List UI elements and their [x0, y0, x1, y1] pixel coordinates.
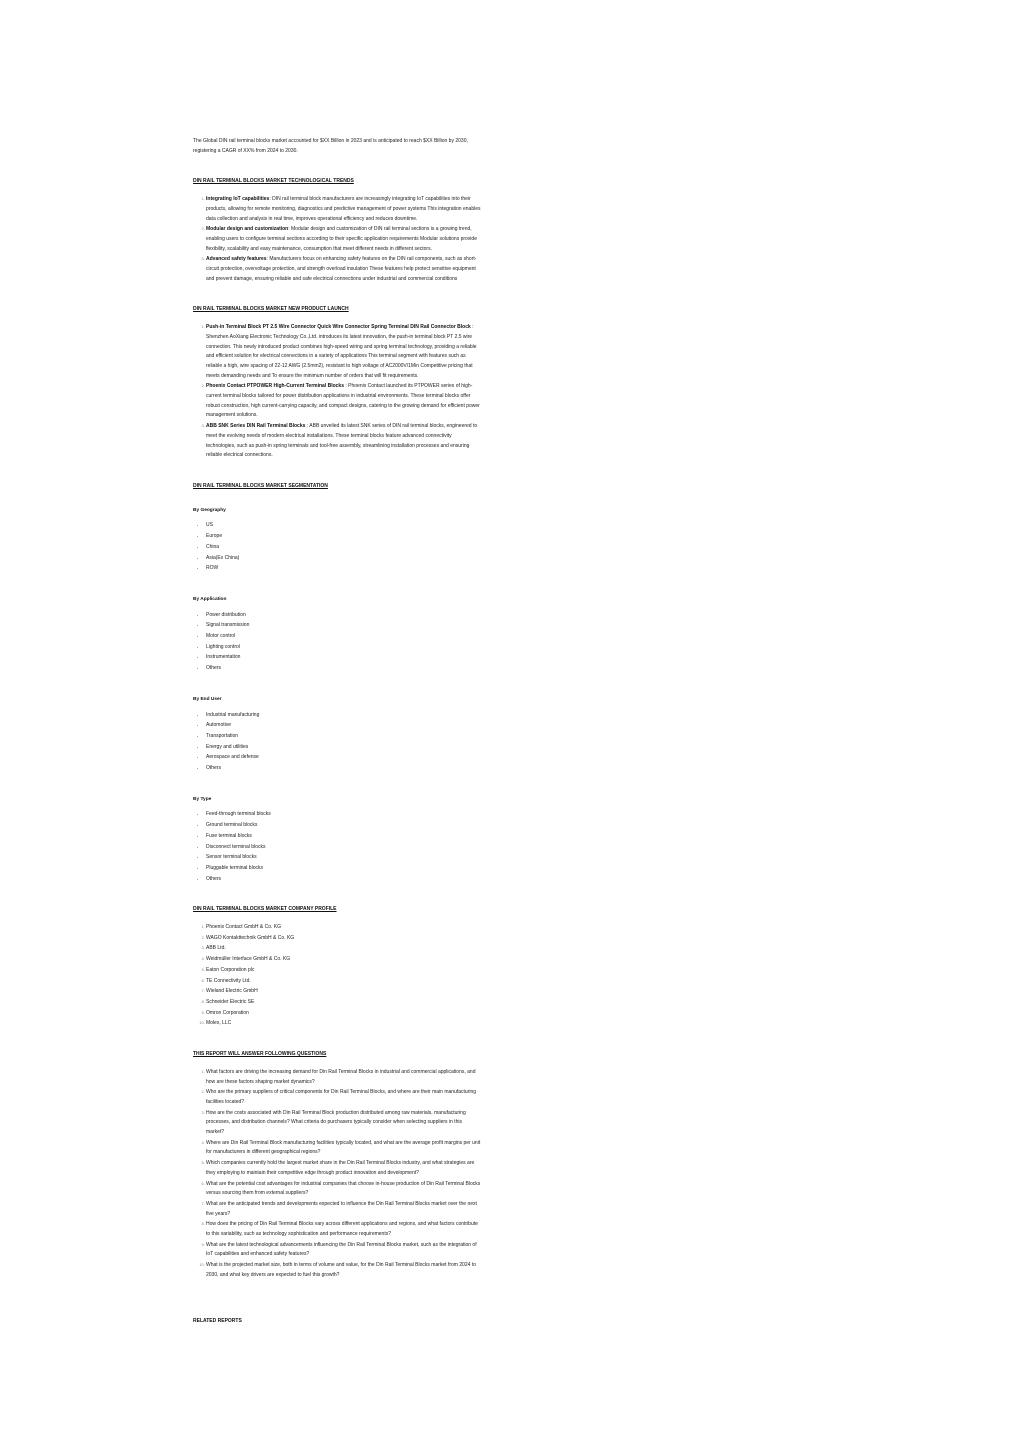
- list-item: • Instrumentation: [206, 652, 481, 663]
- launch-heading: DIN RAIL TERMINAL BLOCKS MARKET NEW PRODUCT LAUNCH: [193, 306, 349, 313]
- list-item: • Sensor terminal blocks: [206, 852, 481, 863]
- list-item: • Power distribution: [206, 610, 481, 621]
- list-item: 3. How are the costs associated with Din Rail Terminal Block production distributed among raw materials, manufacturing processes, and distribution channels? What criteria do purchasers typically consider when selecting suppliers in this market?: [206, 1108, 481, 1138]
- questions-heading: THIS REPORT WILL ANSWER FOLLOWING QUESTIONS: [193, 1051, 327, 1058]
- application-list: [193, 610, 481, 674]
- item-text: : Phoenix Contact launched its PTPOWER series of high-current terminal blocks tailored for power distribution applications in industrial environments. These terminal blocks offer robust construction, high current-carrying capacity, and compact designs, catering to the growing demand for efficient power management solutions.: [206, 383, 480, 419]
- item-bold: Push-in Terminal Block PT 2.5 Wire Connector Quick Wire Connector Spring Terminal DIN Rail Connector Block: [206, 324, 471, 331]
- item-text: : ABB unveiled its latest SNK series of DIN rail terminal blocks, engineered to meet the evolving needs of modern electrical installations. These terminal blocks feature advanced connectivity technologies, such as push-in spring terminals and tool-free assembly, streamlining installation processes and ensuring reliable electrical connections.: [206, 423, 478, 459]
- list-item: • China: [206, 542, 481, 553]
- list-item: • Lighting control: [206, 642, 481, 653]
- geography-heading: By Geography: [193, 507, 226, 513]
- item-bold: Modular design and customization: [206, 226, 289, 233]
- list-item: [206, 421, 481, 461]
- list-item: • Signal transmission: [206, 620, 481, 631]
- list-item: [206, 254, 481, 284]
- launch-list: [193, 322, 481, 461]
- list-item: 10. Molex, LLC: [206, 1018, 481, 1029]
- list-item: [206, 224, 481, 254]
- list-item: • Fuse terminal blocks: [206, 831, 481, 842]
- list-item: 5. Eaton Corporation plc: [206, 965, 481, 976]
- list-item: • Feed-through terminal blocks: [206, 809, 481, 820]
- list-item: 4. Where are Din Rail Terminal Block manufacturing facilities typically located, and what are the average profit margins per unit for manufacturers in different geographical regions?: [206, 1138, 481, 1158]
- list-item: 9. Omron Corporation: [206, 1008, 481, 1019]
- list-item: 6. TE Connectivity Ltd.: [206, 976, 481, 987]
- list-item: 2. Who are the primary suppliers of critical components for Din Rail Terminal Blocks, and where are their main manufacturing facilities located?: [206, 1087, 481, 1107]
- item-text: : Modular design and customization of DIN rail terminal sections is a growing trend, enabling users to configure terminal sections according to their specific application requirements Modular solutions provide flexibility, scalability and easy maintenance, consumption that meet different needs in different sectors.: [206, 226, 477, 252]
- list-item: 1. Phoenix Contact GmbH & Co. KG: [206, 922, 481, 933]
- list-item: • Aerospace and defense: [206, 752, 481, 763]
- list-item: 8. Schneider Electric SE: [206, 997, 481, 1008]
- item-bold: Phoenix Contact PTPOWER High-Current Terminal Blocks: [206, 383, 344, 390]
- list-item: [206, 322, 481, 381]
- list-item: 2. WAGO Kontakttechnik GmbH & Co. KG: [206, 933, 481, 944]
- list-item: • Transportation: [206, 731, 481, 742]
- list-item: 6. What are the potential cost advantages for industrial companies that choose in-house production of Din Rail Terminal Blocks versus sourcing them from external suppliers?: [206, 1179, 481, 1199]
- item-bold: ABB SNK Series DIN Rail Terminal Blocks: [206, 423, 306, 430]
- profile-heading: DIN RAIL TERMINAL BLOCKS MARKET COMPANY PROFILE: [193, 906, 337, 913]
- intro-paragraph: The Global DIN rail terminal blocks market accounted for $XX Billion in 2023 and is anticipated to reach $XX Billion by 2030, registering a CAGR of XX% from 2024 to 2030.: [193, 138, 468, 154]
- list-item: [206, 381, 481, 421]
- list-item: • Asia(Ex China): [206, 553, 481, 564]
- list-item: • Industrial manufacturing: [206, 710, 481, 721]
- list-item: • Disconnect terminal blocks: [206, 842, 481, 853]
- list-item: • US: [206, 520, 481, 531]
- application-heading: By Application: [193, 596, 227, 602]
- report-body: [193, 137, 481, 1326]
- list-item: • ROW: [206, 563, 481, 574]
- end-user-heading: By End User: [193, 696, 222, 702]
- end-user-list: [193, 710, 481, 774]
- list-item: • Others: [206, 874, 481, 885]
- geography-list: [193, 520, 481, 574]
- item-text: : Manufacturers focus on enhancing safety features on the DIN rail components, such as short-circuit protection, overvoltage protection, and strength overload insulation These features help protect sensitive equipment and prevent damage, ensuring reliable and safe electrical connections under industrial and commercial conditions: [206, 256, 477, 282]
- list-item: 7. Wieland Electric GmbH: [206, 986, 481, 997]
- list-item: 1. What factors are driving the increasing demand for Din Rail Terminal Blocks in industrial and commercial applications, and how are these factors shaping market dynamics?: [206, 1067, 481, 1087]
- segmentation-heading: DIN RAIL TERMINAL BLOCKS MARKET SEGMENTATION: [193, 482, 328, 489]
- list-item: [206, 194, 481, 224]
- item-bold: Integrating IoT capabilities: [206, 196, 270, 203]
- trends-list: [193, 194, 481, 284]
- item-text: : Shenzhen AoXiang Electronic Technology Co.,Ltd. introduces its latest innovation, the push-in terminal block PT 2.5 wire connection. This newly introduced product combines high-speed wiring and spring terminal technology, providing a reliable and efficient solution for electrical connections in a variety of applications This terminal segment with features such as reliable a high, wire spacing of 22-12 AWG (2.5mm2), resistant to high voltage of AC2000V/1Min Competitive pricing that meets demanding needs and To ensure the minimum number of orders that will fit requirements.: [206, 324, 477, 379]
- list-item: 8. How does the pricing of Din Rail Terminal Blocks vary across different applications and regions, and what factors contribute to this variability, such as technology sophistication and performance requirements?: [206, 1219, 481, 1239]
- list-item: 9. What are the latest technological advancements influencing the Din Rail Terminal Blocks market, such as the integration of IoT capabilities and enhanced safety features?: [206, 1240, 481, 1260]
- profile-list: [193, 922, 481, 1029]
- list-item: 10. What is the projected market size, both in terms of volume and value, for the Din Rail Terminal Blocks market from 2024 to 2030, and what key drivers are expected to fuel this growth?: [206, 1260, 481, 1280]
- type-list: [193, 809, 481, 884]
- list-item: • Others: [206, 663, 481, 674]
- list-item: • Automotive: [206, 720, 481, 731]
- list-item: • Europe: [206, 531, 481, 542]
- list-item: 7. What are the anticipated trends and developments expected to influence the Din Rail Terminal Blocks market over the next five years?: [206, 1199, 481, 1219]
- trends-heading: DIN RAIL TERMINAL BLOCKS MARKET TECHNOLOGICAL TRENDS: [193, 178, 354, 185]
- list-item: • Pluggable terminal blocks: [206, 863, 481, 874]
- list-item: 3. ABB Ltd.: [206, 943, 481, 954]
- list-item: 5. Which companies currently hold the largest market share in the Din Rail Terminal Blocks industry, and what strategies are they employing to maintain their competitive edge through product innovation and development?: [206, 1158, 481, 1178]
- questions-list: [193, 1067, 481, 1281]
- item-bold: Advanced safety features: [206, 256, 267, 263]
- related-reports-heading: RELATED REPORTS: [193, 1317, 242, 1324]
- item-text: : DIN rail terminal block manufacturers are increasingly integrating IoT capabilities into their products, allowing for remote monitoring, diagnostics and predictive management of power systems This integration enables data collection and analysis in real time, improves operational efficiency and reduces downtime.: [206, 196, 481, 222]
- list-item: • Ground terminal blocks: [206, 820, 481, 831]
- type-heading: By Type: [193, 796, 212, 802]
- list-item: • Motor control: [206, 631, 481, 642]
- list-item: • Others: [206, 763, 481, 774]
- list-item: • Energy and utilities: [206, 742, 481, 753]
- list-item: 4. Weidmüller Interface GmbH & Co. KG: [206, 954, 481, 965]
